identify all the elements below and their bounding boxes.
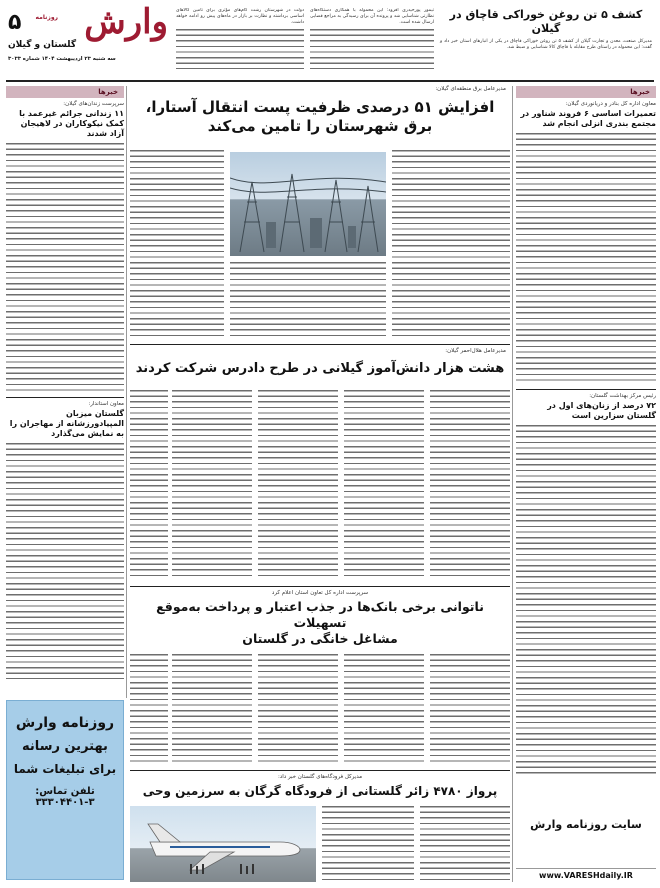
ad-line2: بهترین رسانه	[22, 739, 108, 754]
text-block	[430, 390, 510, 580]
text-block	[130, 150, 224, 336]
main-title-line2: برق شهرستان را تامین می‌کند	[207, 117, 433, 135]
left-item2-kicker: معاون استاندار:	[88, 401, 124, 407]
text-block	[420, 806, 510, 880]
text-block	[516, 425, 656, 775]
brand-logo: وارش	[84, 2, 168, 42]
ad-phone: تلفن تماس: ۳-۳۳۳۰۴۴۰۱	[35, 786, 95, 808]
top-story-col2	[310, 8, 434, 74]
text-block	[344, 390, 424, 580]
divider	[6, 80, 654, 82]
text-block	[6, 443, 124, 679]
top-story	[440, 8, 652, 78]
left-item2-title: گلستان میزبان المپیادورزشانه از مهاجران را به نمایش می‌گذارد	[9, 409, 124, 438]
column-rule-left	[126, 86, 127, 698]
text-block	[172, 390, 252, 580]
right-item2-title: ۷۲ درصد از زنان‌های اول در گلستان سزارین است	[547, 401, 656, 420]
story-2	[130, 348, 510, 388]
text-block	[310, 29, 434, 69]
ad-box	[6, 700, 124, 880]
masthead	[6, 4, 170, 72]
story4-kicker: مدیرکل فرودگاه‌های گلستان خبر داد:	[277, 774, 363, 780]
right-item2-kicker: رئیس مرکز بهداشت گلستان:	[589, 393, 656, 399]
left-item1-kicker: سرپرست زندان‌های گیلان:	[63, 101, 124, 107]
text-block	[344, 654, 424, 764]
top-col3-text: دولت در شهرستان رشت گام‌های مؤثری برای تأمین کالاهای اساسی برداشته و نظارت بر بازار در ماه‌های پیش رو ادامه خواهد داشت.	[176, 8, 304, 26]
text-block	[172, 654, 252, 764]
story2-kicker: مدیرعامل هلال‌احمر گیلان:	[445, 348, 506, 354]
story-3	[130, 590, 510, 650]
story3-title-line1: ناتوانی برخی بانک‌ها در جذب اعتبار و پرداخت به‌موقع تسهیلات	[156, 599, 484, 630]
main-kicker: مدیرعامل برق منطقه‌ای گیلان:	[435, 86, 506, 92]
text-block	[258, 654, 338, 764]
text-block	[130, 654, 168, 764]
left-column	[6, 86, 124, 776]
page-number: ۵	[8, 10, 22, 35]
right-item1-title: تعمیرات اساسی ۶ فروند شناور در مجتمع بندری انزلی انجام شد	[520, 109, 656, 128]
footer-site-label: سایت روزنامه وارش	[530, 818, 642, 831]
text-block	[516, 133, 656, 385]
divider	[516, 389, 656, 390]
text-block	[230, 262, 386, 336]
section-name: گلستان و گیلان	[8, 40, 77, 50]
divider	[130, 344, 510, 345]
power-substation-photo	[230, 152, 386, 256]
ad-line3: برای تبلیغات شما	[13, 762, 117, 776]
top-story-col3	[176, 8, 304, 74]
top-story-title: کشف ۵ تن روغن خوراکی قاچاق در گیلان	[449, 8, 643, 35]
date-line: سه شنبه ۲۳ اردیبهشت ۱۴۰۴ شماره ۳۰۳۳	[8, 56, 116, 62]
column-rule-right	[512, 86, 513, 882]
story4-title: پرواز ۴۷۸۰ زائر گلستانی از فرودگاه گرگان به سرزمین وحی	[142, 784, 498, 798]
top-col2-text: تیمور پورحیدری افزود: این محموله با همکاری دستگاه‌های نظارتی شناسایی شد و پرونده آن برای رسیدگی به مراجع قضایی ارسال شده است.	[310, 8, 434, 26]
left-section-bar: خبرها	[6, 86, 124, 98]
story3-kicker: سرپرست اداره کل تعاون استان اعلام کرد	[271, 590, 369, 596]
text-block	[130, 390, 168, 580]
brand-small: روزنامه	[35, 14, 58, 21]
right-section-bar: خبرها	[516, 86, 656, 98]
text-block	[258, 390, 338, 580]
airplane-drawing	[130, 806, 316, 882]
divider	[130, 770, 510, 771]
text-block	[322, 806, 414, 880]
left-item1-title: ۱۱ زندانی جرائم غیرعمد با کمک نیکوکاران در لاهیجان آزاد شدند	[19, 109, 124, 138]
divider	[130, 586, 510, 587]
text-block	[392, 150, 510, 336]
right-column	[516, 86, 656, 806]
substation-drawing	[230, 152, 386, 256]
right-item1-kicker: معاون اداره کل بنادر و دریانوردی گیلان:	[565, 101, 656, 107]
divider	[6, 397, 124, 398]
top-story-lead: مدیرکل صنعت، معدن و تجارت گیلان از کشف ۵ تن روغن خوراکی قاچاق در یکی از انبارهای استان خبر داد و گفت: این محموله در راستای طرح مقابله با قاچاق کالا شناسایی و ضبط شد.	[440, 39, 652, 51]
story-4	[130, 774, 510, 804]
text-block	[430, 654, 510, 764]
text-block	[6, 143, 124, 393]
text-block	[176, 29, 304, 69]
story3-title-line2: مشاغل خانگی در گلستان	[242, 631, 398, 646]
story2-title: هشت هزار دانش‌آموز گیلانی در طرح دادرس شرکت کردند	[135, 361, 505, 376]
main-title-line1: افزایش ۵۱ درصدی ظرفیت پست انتقال آستارا،	[145, 98, 495, 116]
ad-title: روزنامه وارش	[15, 715, 115, 731]
airplane-photo	[130, 806, 316, 882]
footer-url: www.VARESHdaily.IR	[539, 871, 633, 880]
footer-url-bar	[516, 868, 656, 882]
